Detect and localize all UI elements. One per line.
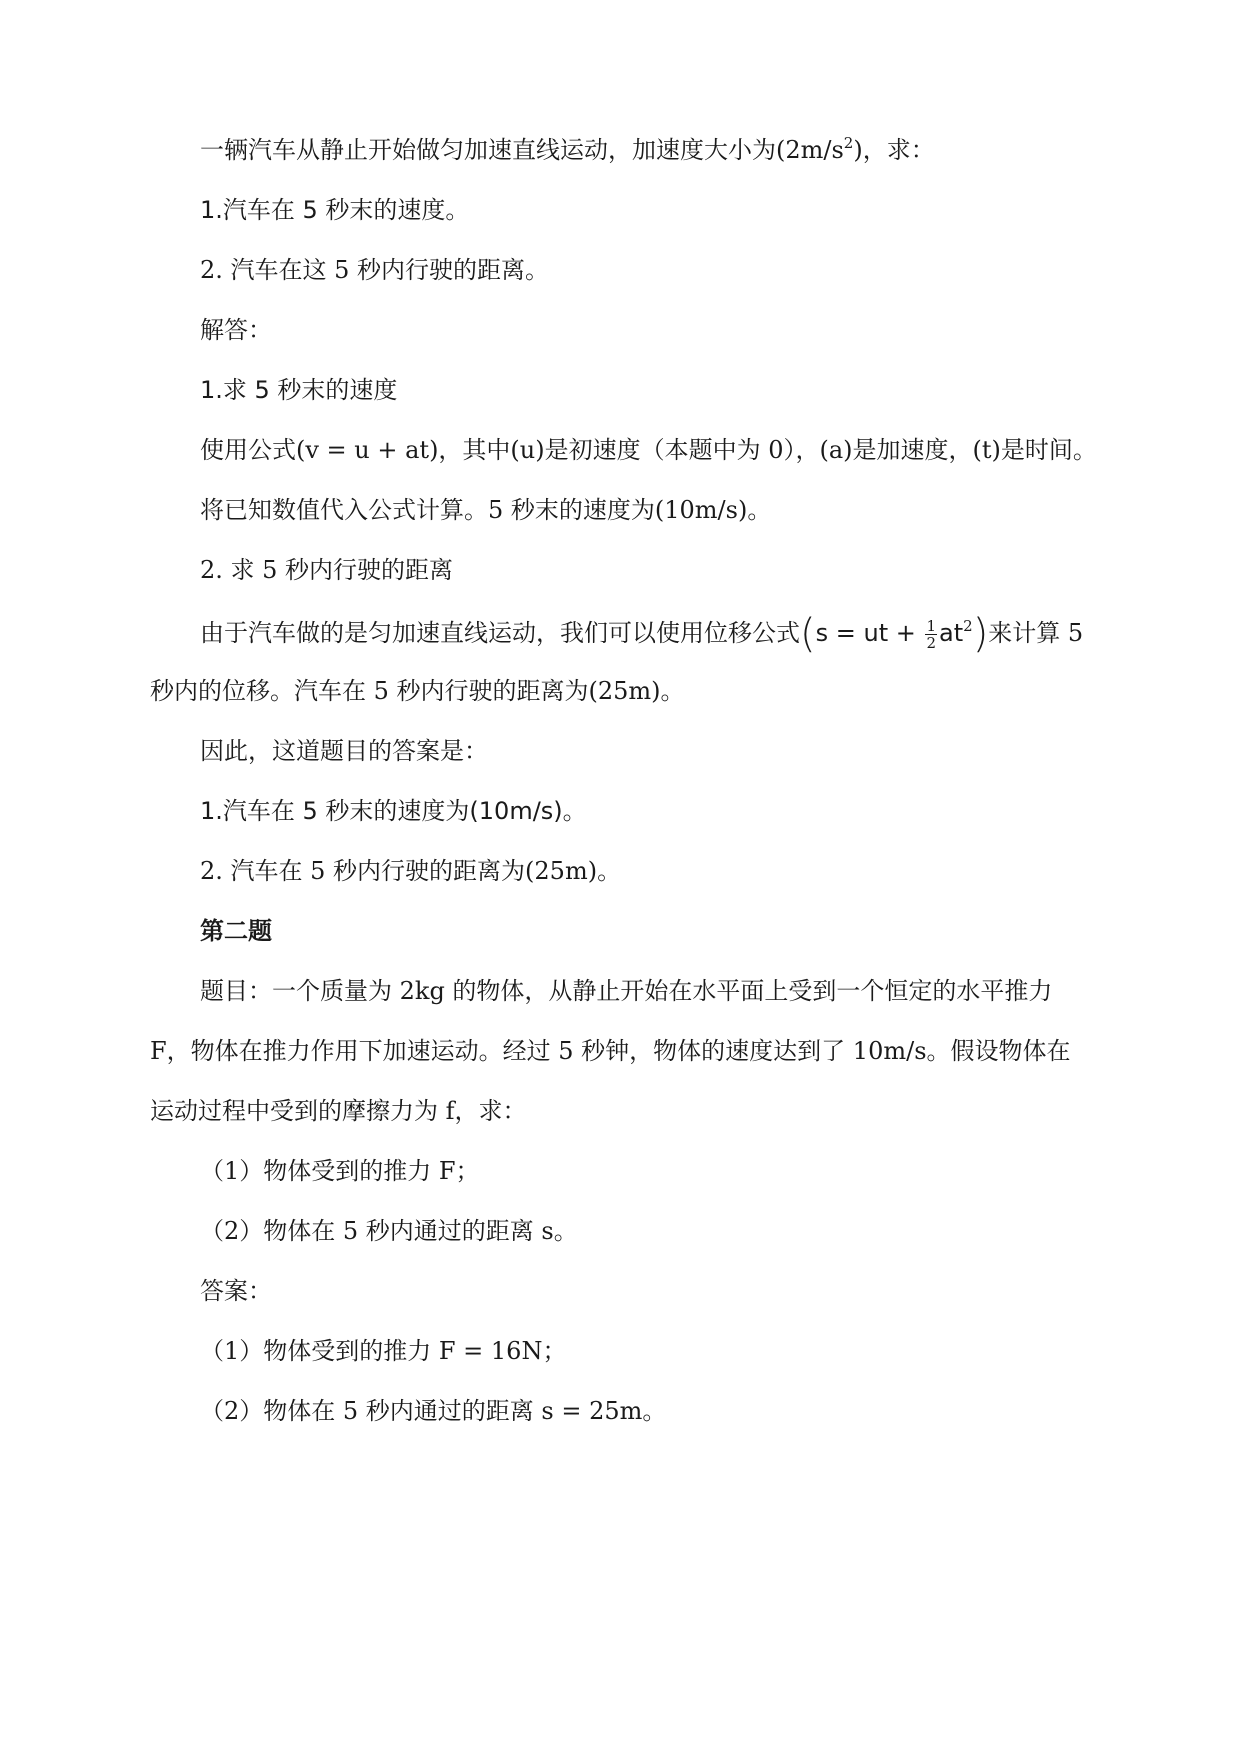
step1-title: 1.求 5 秒末的速度 [200, 376, 398, 404]
fraction-one-half: $\frac{1}{2}$ [926, 617, 937, 652]
problem1-question-1: 1.汽车在 5 秒末的速度。 [200, 196, 470, 224]
problem1-conclusion: 因此，这道题目的答案是： [200, 737, 488, 765]
problem2-answer-label: 答案： [200, 1277, 272, 1305]
problem1-question-2: 2. 汽车在这 5 秒内行驶的距离。 [200, 256, 550, 284]
problem1-answer-label: 解答： [200, 316, 272, 344]
step1-calculation: 将已知数值代入公式计算。5 秒末的速度为(10m/s)。 [200, 496, 772, 524]
problem1-intro: 一辆汽车从静止开始做匀加速直线运动，加速度大小为$(2m/s^2)$，求： [200, 134, 935, 164]
problem1-answer-2: 2. 汽车在 5 秒内行驶的距离为(25m)。 [200, 857, 622, 885]
step2-formula-line: 由于汽车做的是匀加速直线运动，我们可以使用位移公式(s = ut + $\frac{1}{2}$ $at^2$)来计算 5 [200, 611, 1084, 657]
step2-result: 秒内的位移。汽车在 5 秒内行驶的距离为(25m)。 [150, 677, 685, 705]
formula-close-paren: ) [972, 611, 989, 657]
step1-formula: 使用公式(v = u + at)，其中(u)是初速度（本题中为 0），(a)是加速度，(t)是时间。 [200, 436, 1097, 464]
problem2-text-line-3: 运动过程中受到的摩擦力为 f，求： [150, 1097, 527, 1125]
problem2-heading: 第二题 [200, 917, 272, 945]
problem2-answer-1: （1）物体受到的推力 F = 16N； [200, 1337, 567, 1365]
problem1-answer-1: 1.汽车在 5 秒末的速度为(10m/s)。 [200, 797, 587, 825]
problem2-text-line-1: 题目：一个质量为 2kg 的物体，从静止开始在水平面上受到一个恒定的水平推力 [200, 977, 1053, 1005]
step2-title: 2. 求 5 秒内行驶的距离 [200, 556, 454, 584]
formula-open-paren: ( [800, 611, 816, 657]
problem2-question-2: （2）物体在 5 秒内通过的距离 s。 [200, 1217, 578, 1245]
problem2-text-line-2: F，物体在推力作用下加速运动。经过 5 秒钟，物体的速度达到了 10m/s。假设物体在 [150, 1037, 1071, 1065]
problem2-question-1: （1）物体受到的推力 F； [200, 1157, 480, 1185]
problem2-answer-2: （2）物体在 5 秒内通过的距离 s = 25m。 [200, 1397, 667, 1425]
